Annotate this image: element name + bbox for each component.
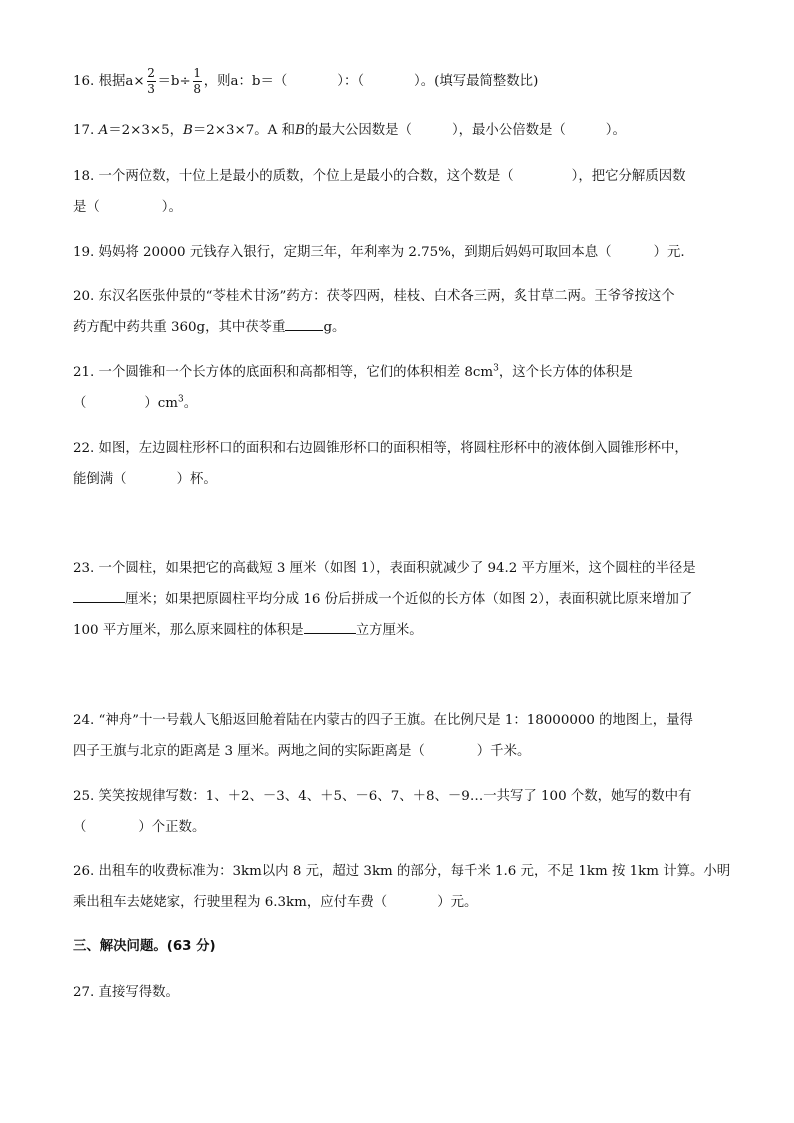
q25-line1: 25. 笑笑按规律写数：1、＋2、－3、4、＋5、－6、7、＋8、－9…一共写了 100 个数，她写的数中有 bbox=[73, 789, 692, 804]
q24-line2: 四子王旗与北京的距离是 3 厘米。两地之间的实际距离是（ bbox=[73, 744, 425, 759]
q22-line1: 22. 如图，左边圆柱形杯口的面积和右边圆锥形杯口的面积相等，将圆柱形杯中的液体倒入圆锥形杯中， bbox=[73, 441, 688, 456]
q16-text-e: ）。(填写最简整数比) bbox=[414, 74, 539, 89]
question-25 bbox=[73, 781, 733, 843]
q17-number: 17. bbox=[73, 123, 95, 138]
q23-line2b: 厘米；如果把原圆柱平均分成 16 份后拼成一个近似的长方体（如图 2），表面积就比原来增加了 bbox=[125, 592, 693, 607]
q17-a-expr: ＝2×3×5， bbox=[108, 123, 184, 138]
q23-line3: 100 平方厘米，那么原来圆柱的体积是 bbox=[73, 623, 304, 638]
q20-line1: 20. 东汉名医张仲景的“苓桂术甘汤”药方：茯苓四两，桂枝、白术各三两，炙甘草二两。王爷爷按这个 bbox=[73, 289, 675, 304]
q21-line2c: 。 bbox=[183, 396, 198, 411]
q17-text: 的最大公因数是（ bbox=[304, 123, 412, 138]
question-23 bbox=[73, 553, 733, 646]
q17-end: ）。 bbox=[605, 123, 626, 138]
var-b: B bbox=[294, 123, 305, 138]
question-17 bbox=[73, 115, 733, 146]
question-20 bbox=[73, 281, 733, 343]
q26-line1: 26. 出租车的收费标准为：3km以内 8 元，超过 3km 的部分，每千米 1.6 元，不足 1km 按 1km 计算。小明 bbox=[73, 864, 731, 879]
q18-line2b: ）。 bbox=[161, 200, 182, 215]
superscript: 3 bbox=[177, 394, 184, 405]
q18-line2: 是（ bbox=[73, 200, 100, 215]
q19-end: ）元. bbox=[653, 245, 685, 260]
q25-line2b: ）个正数。 bbox=[138, 820, 206, 835]
q16-text-a: 根据a× bbox=[98, 74, 145, 89]
frac1-numerator: 2 bbox=[147, 66, 155, 80]
var-b: B bbox=[183, 123, 193, 138]
answer-underline[interactable] bbox=[304, 620, 356, 634]
answer-underline[interactable] bbox=[73, 589, 125, 603]
q17-mid: ），最小公倍数是（ bbox=[451, 123, 566, 138]
q20-line2: 药方配中药共重 360g，其中茯苓重 bbox=[73, 320, 286, 335]
q25-line2: （ bbox=[73, 820, 87, 835]
q16-number: 16. bbox=[73, 74, 95, 89]
var-a: A bbox=[98, 123, 109, 138]
q19-text: 19. 妈妈将 20000 元钱存入银行，定期三年，年利率为 2.75%，到期后妈妈可取回本息（ bbox=[73, 245, 612, 260]
q18-line1: 18. 一个两位数，十位上是最小的质数，个位上是最小的合数，这个数是（ bbox=[73, 169, 514, 184]
q22-line2b: ）杯。 bbox=[176, 472, 217, 487]
q21-line1: 21. 一个圆锥和一个长方体的底面积和高都相等，它们的体积相差 8cm bbox=[73, 365, 494, 380]
fraction-one-eighth bbox=[193, 67, 202, 96]
fraction-two-thirds bbox=[147, 67, 156, 96]
question-21 bbox=[73, 357, 733, 419]
question-22 bbox=[73, 433, 733, 495]
q20-unit: g。 bbox=[323, 320, 346, 335]
q23-line1: 23. 一个圆柱，如果把它的高截短 3 厘米（如图 1），表面积就减少了 94.2 平方厘米，这个圆柱的半径是 bbox=[73, 561, 696, 576]
frac1-denominator: 3 bbox=[147, 82, 155, 96]
question-27 bbox=[73, 977, 733, 1008]
question-18 bbox=[73, 161, 733, 223]
q18-line1b: ），把它分解质因数 bbox=[571, 169, 686, 184]
q27-text: 27. 直接写得数。 bbox=[73, 985, 179, 1000]
q23-line3b: 立方厘米。 bbox=[355, 623, 423, 638]
q21-line2b: ）cm bbox=[144, 396, 178, 411]
question-19 bbox=[73, 237, 733, 268]
question-16 bbox=[73, 66, 733, 97]
q21-line2: （ bbox=[73, 396, 87, 411]
q16-text-b: ＝b÷ bbox=[157, 74, 191, 89]
q24-line2b: ）千米。 bbox=[476, 744, 531, 759]
frac2-numerator: 1 bbox=[193, 66, 202, 80]
question-26 bbox=[73, 856, 733, 918]
q26-line2b: ）元。 bbox=[437, 895, 478, 910]
q16-text-d: ）：（ bbox=[337, 74, 365, 89]
answer-underline[interactable] bbox=[285, 317, 323, 331]
q17-b-expr: ＝2×3×7。A 和 bbox=[192, 123, 295, 138]
question-24 bbox=[73, 705, 733, 767]
q21-line1b: ，这个长方体的体积是 bbox=[498, 365, 633, 380]
q24-line1: 24. “神舟”十一号载人飞船返回舱着陆在内蒙古的四子王旗。在比例尺是 1：18000000 的地图上，量得 bbox=[73, 713, 693, 728]
q22-line2: 能倒满（ bbox=[73, 472, 127, 487]
section-title bbox=[73, 931, 733, 962]
q26-line2: 乘出租车去姥姥家，行驶里程为 6.3km，应付车费（ bbox=[73, 895, 388, 910]
frac2-denominator: 8 bbox=[193, 82, 202, 96]
section-3-heading: 三、解决问题。(63 分) bbox=[73, 939, 216, 954]
superscript: 3 bbox=[493, 363, 499, 374]
q16-text-c: ，则a：b＝（ bbox=[203, 74, 288, 89]
